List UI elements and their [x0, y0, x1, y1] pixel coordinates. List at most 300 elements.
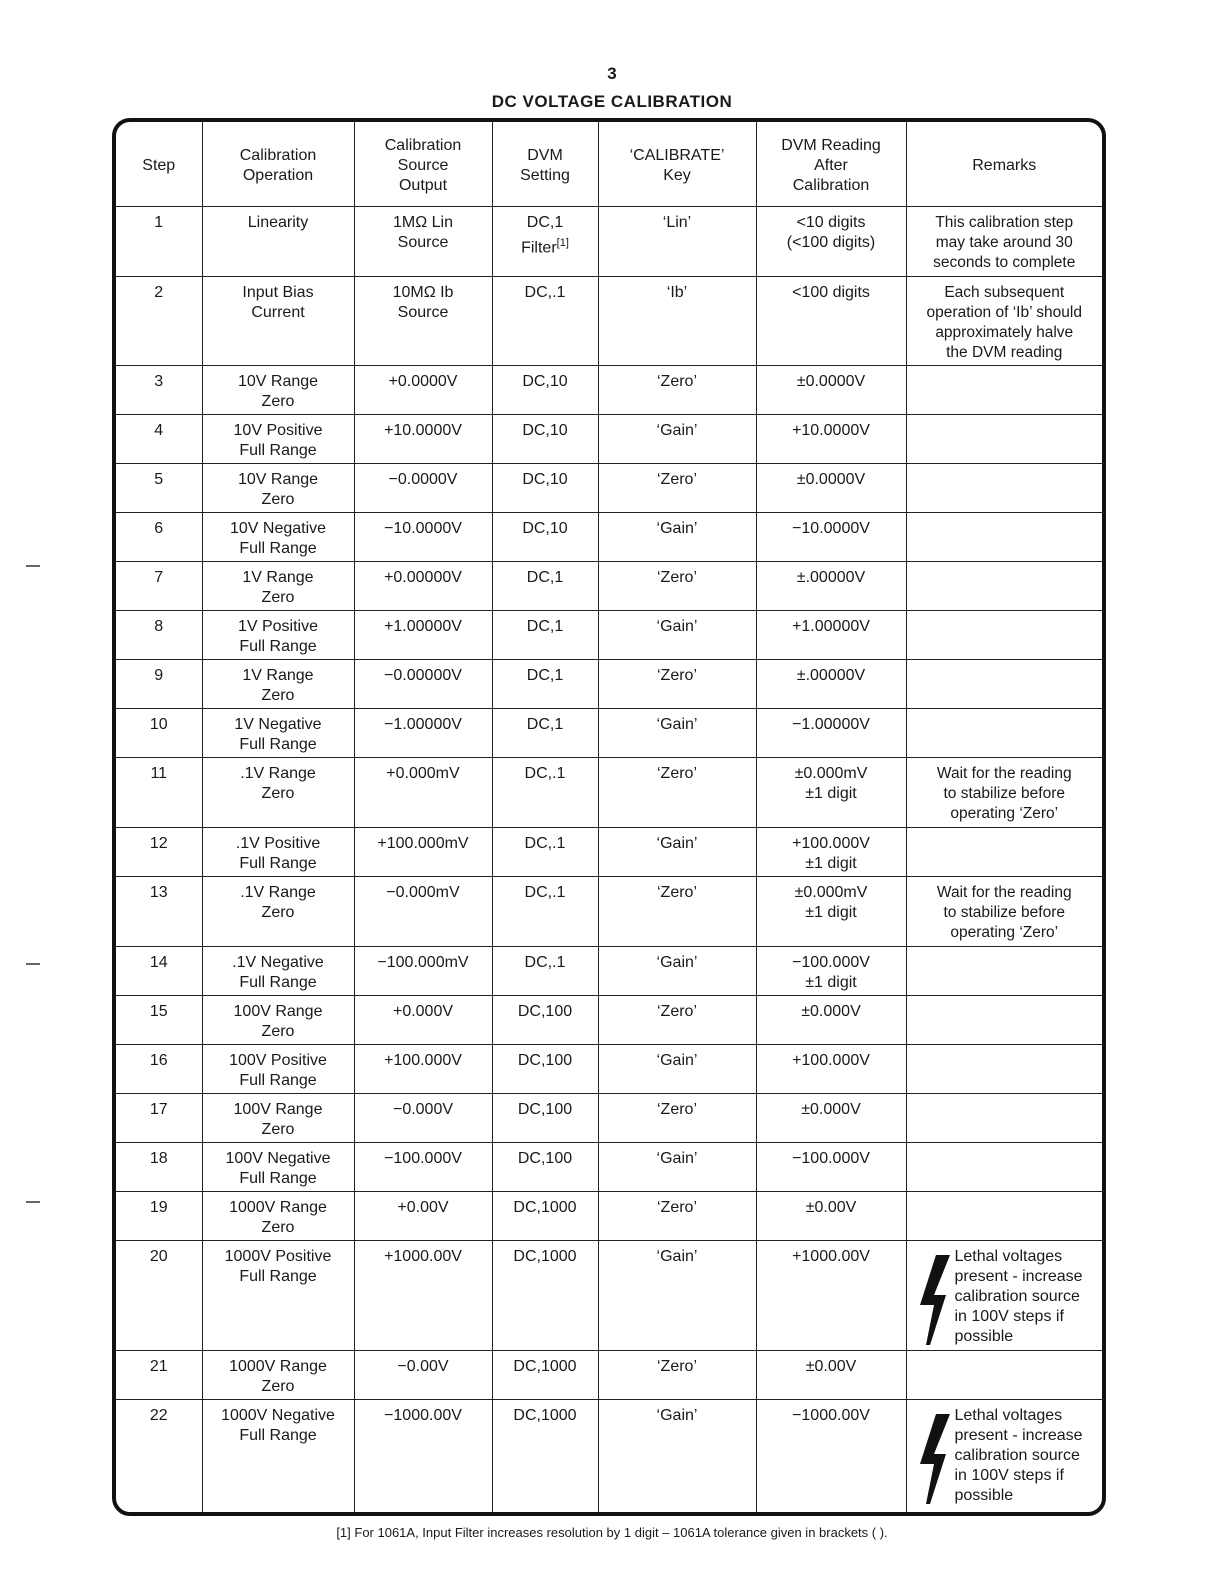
cell-reading	[756, 827, 906, 876]
cell-dvm	[492, 1045, 598, 1094]
cell-text: −0.00V	[397, 1358, 449, 1376]
cell-reading	[756, 1094, 906, 1143]
cell-operation	[202, 512, 354, 561]
lethal-warning	[909, 1406, 1101, 1506]
cell-dvm	[492, 659, 598, 708]
cell-text: ±0.00V	[805, 1199, 857, 1217]
cell-reading	[756, 1143, 906, 1192]
table-row	[116, 996, 1102, 1045]
cell-text: .1V Positive Full Range	[235, 834, 321, 872]
cell-text: ‘Zero’	[656, 1199, 697, 1217]
cell-text: DC,100	[517, 1101, 573, 1119]
cell-source	[354, 1400, 492, 1512]
margin-mark	[26, 963, 40, 965]
cell-text: −100.000V	[384, 1150, 462, 1168]
cell-text: ‘Gain’	[656, 421, 698, 439]
cell-text: 100V Negative Full Range	[225, 1150, 331, 1188]
cell-source	[354, 827, 492, 876]
cell-source	[354, 512, 492, 561]
cell-reading	[756, 276, 906, 365]
cell-text: ‘Zero’	[656, 666, 697, 684]
cell-operation	[202, 1192, 354, 1241]
cell-step	[116, 876, 202, 946]
cell-operation	[202, 561, 354, 610]
cell-text: 1V Range Zero	[242, 666, 314, 704]
cell-step	[116, 463, 202, 512]
cell-text: 1	[154, 213, 164, 231]
cell-operation	[202, 1045, 354, 1094]
cell-text: +100.000V ±1 digit	[792, 834, 870, 872]
cell-text: ‘Zero’	[656, 764, 697, 782]
cell-operation	[202, 996, 354, 1045]
cell-remarks	[906, 827, 1102, 876]
cell-text: 7	[154, 568, 164, 586]
cell-remarks	[906, 1192, 1102, 1241]
cell-reading	[756, 610, 906, 659]
cell-text: ‘Zero’	[656, 1358, 697, 1376]
cell-remarks	[906, 876, 1102, 946]
cell-text: .1V Range Zero	[240, 764, 316, 802]
cell-step	[116, 1351, 202, 1400]
cell-text: +0.000mV	[386, 764, 460, 782]
cell-text: 11	[150, 764, 168, 782]
cell-text: DC,1000	[513, 1358, 577, 1376]
cell-text: +10.0000V	[792, 421, 870, 439]
cell-text: DC,1	[526, 715, 564, 733]
cell-step	[116, 827, 202, 876]
cell-source	[354, 206, 492, 276]
table-body	[116, 206, 1102, 1512]
cell-source	[354, 561, 492, 610]
cell-text: DC,.1	[524, 953, 566, 971]
cell-dvm	[492, 996, 598, 1045]
cell-text: 16	[149, 1052, 168, 1070]
cell-step	[116, 996, 202, 1045]
cell-dvm	[492, 1351, 598, 1400]
lightning-bolt-icon	[913, 1414, 955, 1504]
cell-key	[598, 1351, 756, 1400]
table-row	[116, 512, 1102, 561]
cell-text: +1000.00V	[384, 1248, 462, 1266]
column-header-step: Step	[116, 122, 202, 206]
cell-text: ‘Gain’	[656, 519, 698, 537]
cell-step	[116, 1192, 202, 1241]
cell-remarks	[906, 276, 1102, 365]
cell-text: ±0.000V	[801, 1101, 861, 1119]
cell-dvm	[492, 276, 598, 365]
cell-operation	[202, 827, 354, 876]
table-row	[116, 1094, 1102, 1143]
cell-text: +100.000mV	[377, 834, 469, 852]
cell-key	[598, 206, 756, 276]
cell-dvm	[492, 946, 598, 995]
cell-text: <100 digits	[792, 283, 870, 301]
cell-text: 12	[149, 834, 168, 852]
cell-dvm	[492, 365, 598, 414]
cell-text: 100V Range Zero	[233, 1003, 323, 1041]
margin-mark	[26, 1201, 40, 1203]
cell-source	[354, 1241, 492, 1351]
cell-text: +0.0000V	[388, 372, 458, 390]
cell-step	[116, 1143, 202, 1192]
cell-text: 22	[149, 1407, 168, 1425]
cell-text: 3	[154, 372, 164, 390]
cell-key	[598, 1400, 756, 1512]
cell-step	[116, 1241, 202, 1351]
cell-text: −0.000V	[392, 1101, 454, 1119]
cell-key	[598, 1241, 756, 1351]
cell-text: +0.000V	[392, 1003, 454, 1021]
table-row	[116, 1400, 1102, 1512]
cell-text: 2	[154, 283, 164, 301]
cell-reading	[756, 414, 906, 463]
lethal-warning	[909, 1247, 1101, 1347]
cell-source	[354, 463, 492, 512]
lethal-warning-text: Lethal voltages present - increase calibration source in 100V steps if possible	[954, 1248, 1083, 1346]
cell-text: 6	[154, 519, 164, 537]
cell-text: −100.000V	[792, 1150, 870, 1168]
cell-key	[598, 946, 756, 995]
cell-text: ±0.0000V	[796, 470, 866, 488]
cell-dvm	[492, 708, 598, 757]
cell-text: ‘Gain’	[656, 1052, 698, 1070]
cell-text: ‘Zero’	[656, 1101, 697, 1119]
cell-text: 17	[149, 1101, 168, 1119]
cell-text: 21	[149, 1358, 168, 1376]
cell-text: 9	[154, 666, 164, 684]
cell-source	[354, 946, 492, 995]
cell-operation	[202, 946, 354, 995]
cell-dvm	[492, 757, 598, 827]
cell-operation	[202, 414, 354, 463]
cell-text: DC,10	[522, 372, 568, 390]
table-row	[116, 463, 1102, 512]
cell-dvm	[492, 1241, 598, 1351]
cell-text: 10MΩ Ib Source	[392, 283, 454, 321]
cell-step	[116, 659, 202, 708]
cell-remarks	[906, 1143, 1102, 1192]
cell-text: 100V Positive Full Range	[229, 1052, 327, 1090]
table-row	[116, 561, 1102, 610]
cell-text: 19	[149, 1199, 168, 1217]
cell-source	[354, 276, 492, 365]
cell-text: 10V Range Zero	[237, 470, 319, 508]
cell-text: 10V Positive Full Range	[233, 421, 323, 459]
cell-text: 1000V Positive Full Range	[224, 1248, 332, 1286]
cell-source	[354, 876, 492, 946]
cell-text: DC,100	[517, 1150, 573, 1168]
cell-source	[354, 610, 492, 659]
cell-operation	[202, 708, 354, 757]
cell-step	[116, 365, 202, 414]
cell-source	[354, 1143, 492, 1192]
cell-text: ±0.000mV ±1 digit	[794, 883, 868, 921]
cell-text: 1V Positive Full Range	[237, 617, 319, 655]
cell-remarks	[906, 206, 1102, 276]
page-title: DC VOLTAGE CALIBRATION	[491, 92, 733, 111]
cell-text: ‘Zero’	[656, 1003, 697, 1021]
cell-text: ‘Gain’	[656, 715, 698, 733]
cell-text: +100.000V	[384, 1052, 462, 1070]
cell-text: 18	[149, 1150, 168, 1168]
cell-remarks	[906, 610, 1102, 659]
cell-remarks	[906, 996, 1102, 1045]
table-row	[116, 757, 1102, 827]
cell-text: ±.00000V	[796, 666, 866, 684]
table-row	[116, 1143, 1102, 1192]
cell-text: DC,.1	[524, 764, 566, 782]
cell-reading	[756, 206, 906, 276]
cell-text: ‘Zero’	[656, 568, 697, 586]
cell-step	[116, 1045, 202, 1094]
cell-text: −100.000V ±1 digit	[792, 953, 870, 991]
cell-dvm	[492, 206, 598, 276]
table-row	[116, 946, 1102, 995]
table-row	[116, 206, 1102, 276]
cell-text: DC,1000	[513, 1248, 577, 1266]
cell-text: DC,.1	[524, 283, 566, 301]
cell-text: 14	[149, 953, 168, 971]
cell-dvm	[492, 1400, 598, 1512]
table-row	[116, 659, 1102, 708]
cell-operation	[202, 757, 354, 827]
cell-step	[116, 512, 202, 561]
cell-text: ‘Gain’	[656, 1150, 698, 1168]
cell-operation	[202, 1143, 354, 1192]
cell-text: DC,1	[526, 617, 564, 635]
table-row	[116, 1351, 1102, 1400]
table-row	[116, 610, 1102, 659]
cell-key	[598, 1094, 756, 1143]
column-header-reading: DVM Reading After Calibration	[756, 122, 906, 206]
cell-reading	[756, 946, 906, 995]
table-row	[116, 827, 1102, 876]
cell-key	[598, 996, 756, 1045]
cell-step	[116, 610, 202, 659]
cell-source	[354, 996, 492, 1045]
cell-operation	[202, 463, 354, 512]
cell-operation	[202, 365, 354, 414]
lethal-warning-text: Lethal voltages present - increase calibration source in 100V steps if possible	[954, 1407, 1083, 1505]
cell-key	[598, 463, 756, 512]
cell-remarks	[906, 414, 1102, 463]
cell-text: 1000V Range Zero	[229, 1199, 327, 1237]
cell-key	[598, 708, 756, 757]
cell-step	[116, 757, 202, 827]
cell-text: ±0.00V	[805, 1358, 857, 1376]
cell-text: −10.0000V	[792, 519, 870, 537]
cell-dvm	[492, 512, 598, 561]
table-row	[116, 708, 1102, 757]
cell-source	[354, 757, 492, 827]
cell-operation	[202, 1400, 354, 1512]
cell-text: +1.00000V	[384, 617, 462, 635]
footnote-ref: [1]	[556, 236, 569, 249]
cell-reading	[756, 561, 906, 610]
calibration-table-frame	[112, 118, 1106, 1516]
cell-text: ‘Lin’	[662, 213, 692, 231]
cell-text: ±0.0000V	[796, 372, 866, 390]
cell-text: DC,100	[517, 1003, 573, 1021]
cell-dvm	[492, 827, 598, 876]
margin-mark	[26, 565, 40, 567]
table-row	[116, 276, 1102, 365]
cell-text: Input Bias Current	[242, 283, 314, 321]
cell-remarks	[906, 512, 1102, 561]
cell-source	[354, 659, 492, 708]
cell-text: DC,1	[526, 568, 564, 586]
cell-reading	[756, 365, 906, 414]
cell-key	[598, 1045, 756, 1094]
cell-text: ‘Gain’	[656, 1407, 698, 1425]
cell-text: 8	[154, 617, 164, 635]
cell-key	[598, 757, 756, 827]
cell-operation	[202, 1351, 354, 1400]
cell-text: 15	[149, 1003, 168, 1021]
cell-dvm	[492, 1192, 598, 1241]
cell-dvm	[492, 1094, 598, 1143]
cell-text: ‘Zero’	[656, 883, 697, 901]
cell-text: +100.000V	[792, 1052, 870, 1070]
cell-dvm	[492, 1143, 598, 1192]
cell-text: +1000.00V	[792, 1248, 870, 1266]
cell-key	[598, 610, 756, 659]
cell-text: DC,1000	[513, 1407, 577, 1425]
cell-step	[116, 561, 202, 610]
cell-reading	[756, 876, 906, 946]
cell-text: −1.00000V	[792, 715, 870, 733]
cell-key	[598, 512, 756, 561]
cell-text: DC,10	[522, 421, 568, 439]
cell-key	[598, 659, 756, 708]
table-row	[116, 1192, 1102, 1241]
cell-key	[598, 365, 756, 414]
cell-source	[354, 1192, 492, 1241]
cell-text: Each subsequent operation of ‘Ib’ should approximately halve the DVM reading	[926, 283, 1082, 361]
cell-key	[598, 876, 756, 946]
cell-text: 1MΩ Lin Source	[393, 213, 453, 251]
cell-text: Wait for the reading to stabilize before operating ‘Zero’	[936, 764, 1072, 822]
cell-text: 10	[149, 715, 168, 733]
cell-source	[354, 708, 492, 757]
cell-text: DC,1000	[513, 1199, 577, 1217]
cell-text: 1000V Range Zero	[229, 1358, 327, 1396]
cell-text: DC,1 Filter	[521, 213, 564, 256]
cell-remarks	[906, 1351, 1102, 1400]
cell-reading	[756, 1045, 906, 1094]
cell-text: ±.00000V	[796, 568, 866, 586]
cell-text: ‘Gain’	[656, 834, 698, 852]
cell-text: −0.0000V	[388, 470, 458, 488]
cell-text: DC,.1	[524, 883, 566, 901]
cell-key	[598, 1192, 756, 1241]
cell-remarks	[906, 463, 1102, 512]
table-row	[116, 1241, 1102, 1351]
cell-text: 5	[154, 470, 164, 488]
cell-text: +1.00000V	[792, 617, 870, 635]
table-row	[116, 876, 1102, 946]
cell-text: −0.000mV	[386, 883, 460, 901]
cell-remarks	[906, 659, 1102, 708]
cell-text: ‘Zero’	[656, 372, 697, 390]
cell-reading	[756, 708, 906, 757]
cell-text: 10V Range Zero	[237, 372, 319, 410]
cell-key	[598, 561, 756, 610]
cell-text: −0.00000V	[384, 666, 462, 684]
cell-text: ±0.000V	[801, 1003, 861, 1021]
cell-text: Wait for the reading to stabilize before operating ‘Zero’	[936, 883, 1072, 941]
cell-reading	[756, 463, 906, 512]
cell-reading	[756, 996, 906, 1045]
cell-source	[354, 1094, 492, 1143]
cell-key	[598, 414, 756, 463]
cell-text: ‘Gain’	[656, 1248, 698, 1266]
cell-operation	[202, 876, 354, 946]
cell-remarks	[906, 946, 1102, 995]
lightning-bolt-icon	[913, 1255, 955, 1345]
cell-operation	[202, 659, 354, 708]
cell-text: +0.00V	[397, 1199, 449, 1217]
cell-step	[116, 414, 202, 463]
cell-dvm	[492, 610, 598, 659]
cell-text: DC,.1	[524, 834, 566, 852]
calibration-table	[116, 122, 1102, 1512]
column-header-operation: Calibration Operation	[202, 122, 354, 206]
cell-reading	[756, 1241, 906, 1351]
cell-key	[598, 276, 756, 365]
cell-reading	[756, 1351, 906, 1400]
cell-text: DC,100	[517, 1052, 573, 1070]
cell-operation	[202, 276, 354, 365]
cell-text: 1000V Negative Full Range	[221, 1407, 335, 1445]
cell-text: 10V Negative Full Range	[229, 519, 327, 557]
cell-dvm	[492, 876, 598, 946]
cell-text: ‘Gain’	[656, 953, 698, 971]
cell-text: 1V Negative Full Range	[234, 715, 322, 753]
table-row	[116, 365, 1102, 414]
cell-text: <10 digits (<100 digits)	[786, 213, 876, 251]
cell-dvm	[492, 561, 598, 610]
cell-reading	[756, 512, 906, 561]
cell-text: −1.00000V	[384, 715, 462, 733]
cell-text: Linearity	[247, 213, 309, 231]
cell-remarks	[906, 1400, 1102, 1512]
cell-operation	[202, 206, 354, 276]
cell-source	[354, 1045, 492, 1094]
cell-source	[354, 414, 492, 463]
cell-reading	[756, 1400, 906, 1512]
table-row	[116, 1045, 1102, 1094]
cell-text: −1000.00V	[792, 1407, 870, 1425]
cell-operation	[202, 1094, 354, 1143]
cell-text: −10.0000V	[384, 519, 462, 537]
column-header-source: Calibration Source Output	[354, 122, 492, 206]
cell-key	[598, 1143, 756, 1192]
cell-text: This calibration step may take around 30 seconds to complete	[933, 213, 1076, 271]
column-header-key: ‘CALIBRATE’ Key	[598, 122, 756, 206]
cell-operation	[202, 610, 354, 659]
cell-text: DC,10	[522, 470, 568, 488]
column-header-dvm: DVM Setting	[492, 122, 598, 206]
cell-step	[116, 206, 202, 276]
footnote: [1] For 1061A, Input Filter increases resolution by 1 digit – 1061A tolerance given in brackets ( ).	[336, 1525, 888, 1540]
cell-text: +10.0000V	[384, 421, 462, 439]
cell-reading	[756, 757, 906, 827]
cell-remarks	[906, 757, 1102, 827]
cell-step	[116, 1400, 202, 1512]
cell-remarks	[906, 1241, 1102, 1351]
cell-text: ‘Zero’	[656, 470, 697, 488]
